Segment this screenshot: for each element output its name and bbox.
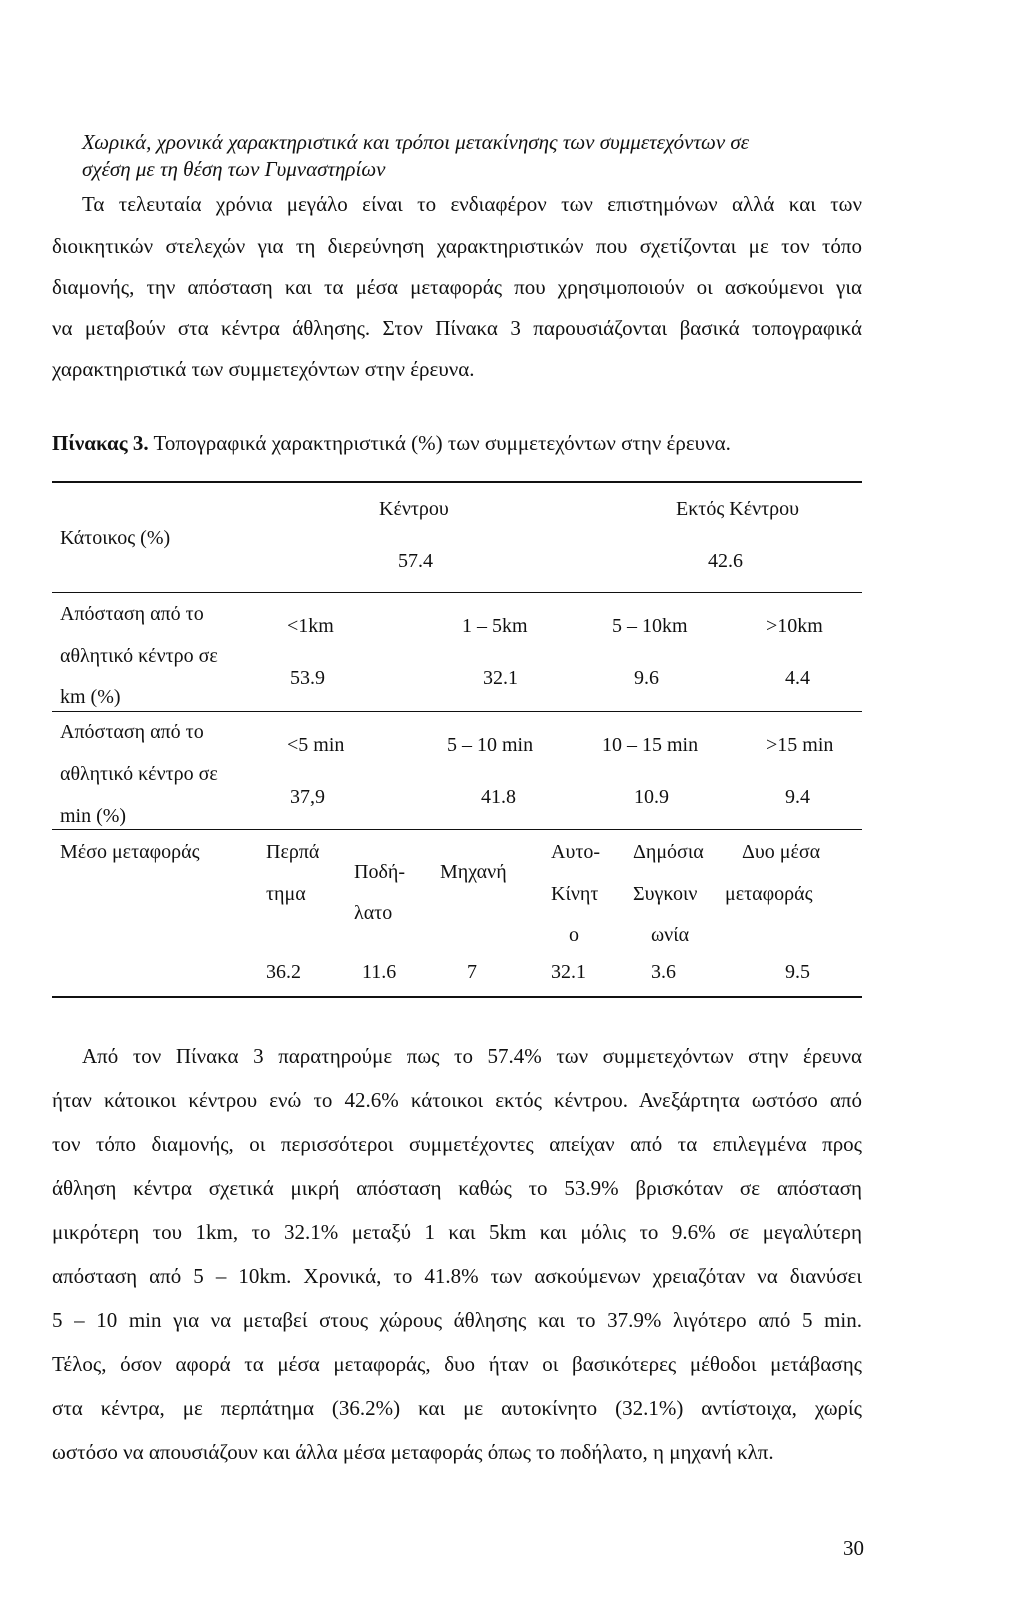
transport-header-two-modes: Δυο μέσα [742,841,821,863]
transport-header-bike: λατο [354,902,393,924]
transport-value: 7 [467,961,477,983]
discussion-line: μικρότερη του 1km, το 32.1% μεταξύ 1 και 5km και μόλις το 9.6% σε μεγαλύτερη [52,1220,862,1244]
table-top-rule [52,481,862,483]
distance-min-value: 10.9 [634,786,669,808]
discussion-line: στα κέντρα, με περπάτημα (36.2%) και με αυτοκίνητο (32.1%) αντίστοιχα, χωρίς [52,1396,862,1420]
intro-line: Τα τελευταία χρόνια μεγάλο είναι το ενδιαφέρον των επιστημόνων αλλά και των [82,192,862,216]
distance-km-value: 53.9 [290,667,325,689]
distance-km-label: Απόσταση από το [60,603,204,625]
distance-km-label: αθλητικό κέντρο σε [60,645,218,667]
transport-value: 3.6 [651,961,676,983]
distance-km-value: 9.6 [634,667,659,689]
table-caption-text: Τοπογραφικά χαρακτηριστικά (%) των συμμετεχόντων στην έρευνα. [148,431,731,455]
discussion-line: ωστόσο να απουσιάζουν και άλλα μέσα μεταφοράς όπως το ποδήλατο, η μηχανή κλπ. [52,1440,774,1464]
distance-min-value: 37,9 [290,786,325,808]
distance-min-value: 41.8 [481,786,516,808]
distance-min-label: min (%) [60,805,127,827]
table-bottom-rule [52,996,862,998]
table-caption [52,433,731,454]
distance-km-value: 4.4 [785,667,810,689]
distance-min-header: >15 min [766,734,834,756]
table-caption-label: Πίνακας 3. [52,431,149,455]
distance-min-header: <5 min [287,734,345,756]
table-row-rule [52,829,862,830]
transport-header-public: Συγκοιν [633,883,698,905]
transport-header-public: Δημόσια [633,841,704,863]
discussion-line: Από τον Πίνακα 3 παρατηρούμε πως το 57.4% των συμμετεχόντων στην έρευνα [82,1044,862,1068]
table-row-rule [52,711,862,712]
section-heading-line2: σχέση με τη θέση των Γυμναστηρίων [82,157,386,181]
distance-min-label: Απόσταση από το [60,721,204,743]
discussion-line: Τέλος, όσον αφορά τα μέσα μεταφοράς, δυο ήταν οι βασικότερες μέθοδοι μετάβασης [52,1352,862,1376]
distance-min-header: 10 – 15 min [602,734,699,756]
transport-header-car: ο [569,924,579,946]
transport-header-walk: τημα [266,883,306,905]
intro-line: διοικητικών στελεχών για τη διερεύνηση χαρακτηριστικών που σχετίζονται με τον τόπο [52,234,862,258]
residence-value-center: 57.4 [398,550,433,572]
transport-value: 9.5 [785,961,810,983]
transport-value: 32.1 [551,961,586,983]
distance-km-value: 32.1 [483,667,518,689]
distance-km-header: 1 – 5km [462,615,528,637]
discussion-line: 5 – 10 min για να μεταβεί στους χώρους άθλησης και το 37.9% λιγότερο από 5 min. [52,1308,862,1332]
distance-km-header: >10km [766,615,823,637]
discussion-line: ήταν κάτοικοι κέντρου ενώ το 42.6% κάτοικοι εκτός κέντρου. Ανεξάρτητα ωστόσο από [52,1088,862,1112]
transport-header-public: ωνία [651,924,690,946]
transport-header-car: Αυτο- [551,841,601,863]
transport-value: 11.6 [362,961,397,983]
distance-min-label: αθλητικό κέντρο σε [60,763,218,785]
distance-km-header: 5 – 10km [612,615,688,637]
intro-line: χαρακτηριστικά των συμμετεχόντων στην έρευνα. [52,357,475,381]
transport-header-two-modes: μεταφοράς [725,883,813,905]
discussion-line: απόσταση από 5 – 10km. Χρονικά, το 41.8% των ασκούμενων χρειαζόταν να διανύσει [52,1264,862,1288]
distance-km-header: <1km [287,615,334,637]
transport-value: 36.2 [266,961,301,983]
discussion-line: άθληση κέντρα σχετικά μικρή απόσταση καθώς το 53.9% βρισκόταν σε απόσταση [52,1176,862,1200]
discussion-line: τον τόπο διαμονής, οι περισσότεροι συμμετέχοντες απείχαν από τα επιλεγμένα προς [52,1132,862,1156]
residence-header-center: Κέντρου [379,498,449,520]
distance-min-value: 9.4 [785,786,810,808]
transport-header-motorbike: Μηχανή [440,861,507,883]
intro-line: να μεταβούν στα κέντρα άθλησης. Στον Πίνακα 3 παρουσιάζονται βασικά τοπογραφικά [52,316,862,340]
intro-line: διαμονής, την απόσταση και τα μέσα μεταφοράς που χρησιμοποιούν οι ασκούμενοι για [52,275,862,299]
transport-header-bike: Ποδή- [354,861,405,883]
transport-header-walk: Περπά [266,841,320,863]
table-row-rule [52,592,862,593]
section-heading-line1: Χωρικά, χρονικά χαρακτηριστικά και τρόποι μετακίνησης των συμμετεχόντων σε [82,130,750,154]
residence-label: Κάτοικος (%) [60,527,171,549]
distance-km-label: km (%) [60,686,121,708]
residence-header-outside: Εκτός Κέντρου [676,498,800,520]
residence-value-outside: 42.6 [708,550,743,572]
distance-min-header: 5 – 10 min [447,734,534,756]
transport-label: Μέσο μεταφοράς [60,841,200,863]
transport-header-car: Κίνητ [551,883,599,905]
page-number: 30 [843,1536,864,1560]
